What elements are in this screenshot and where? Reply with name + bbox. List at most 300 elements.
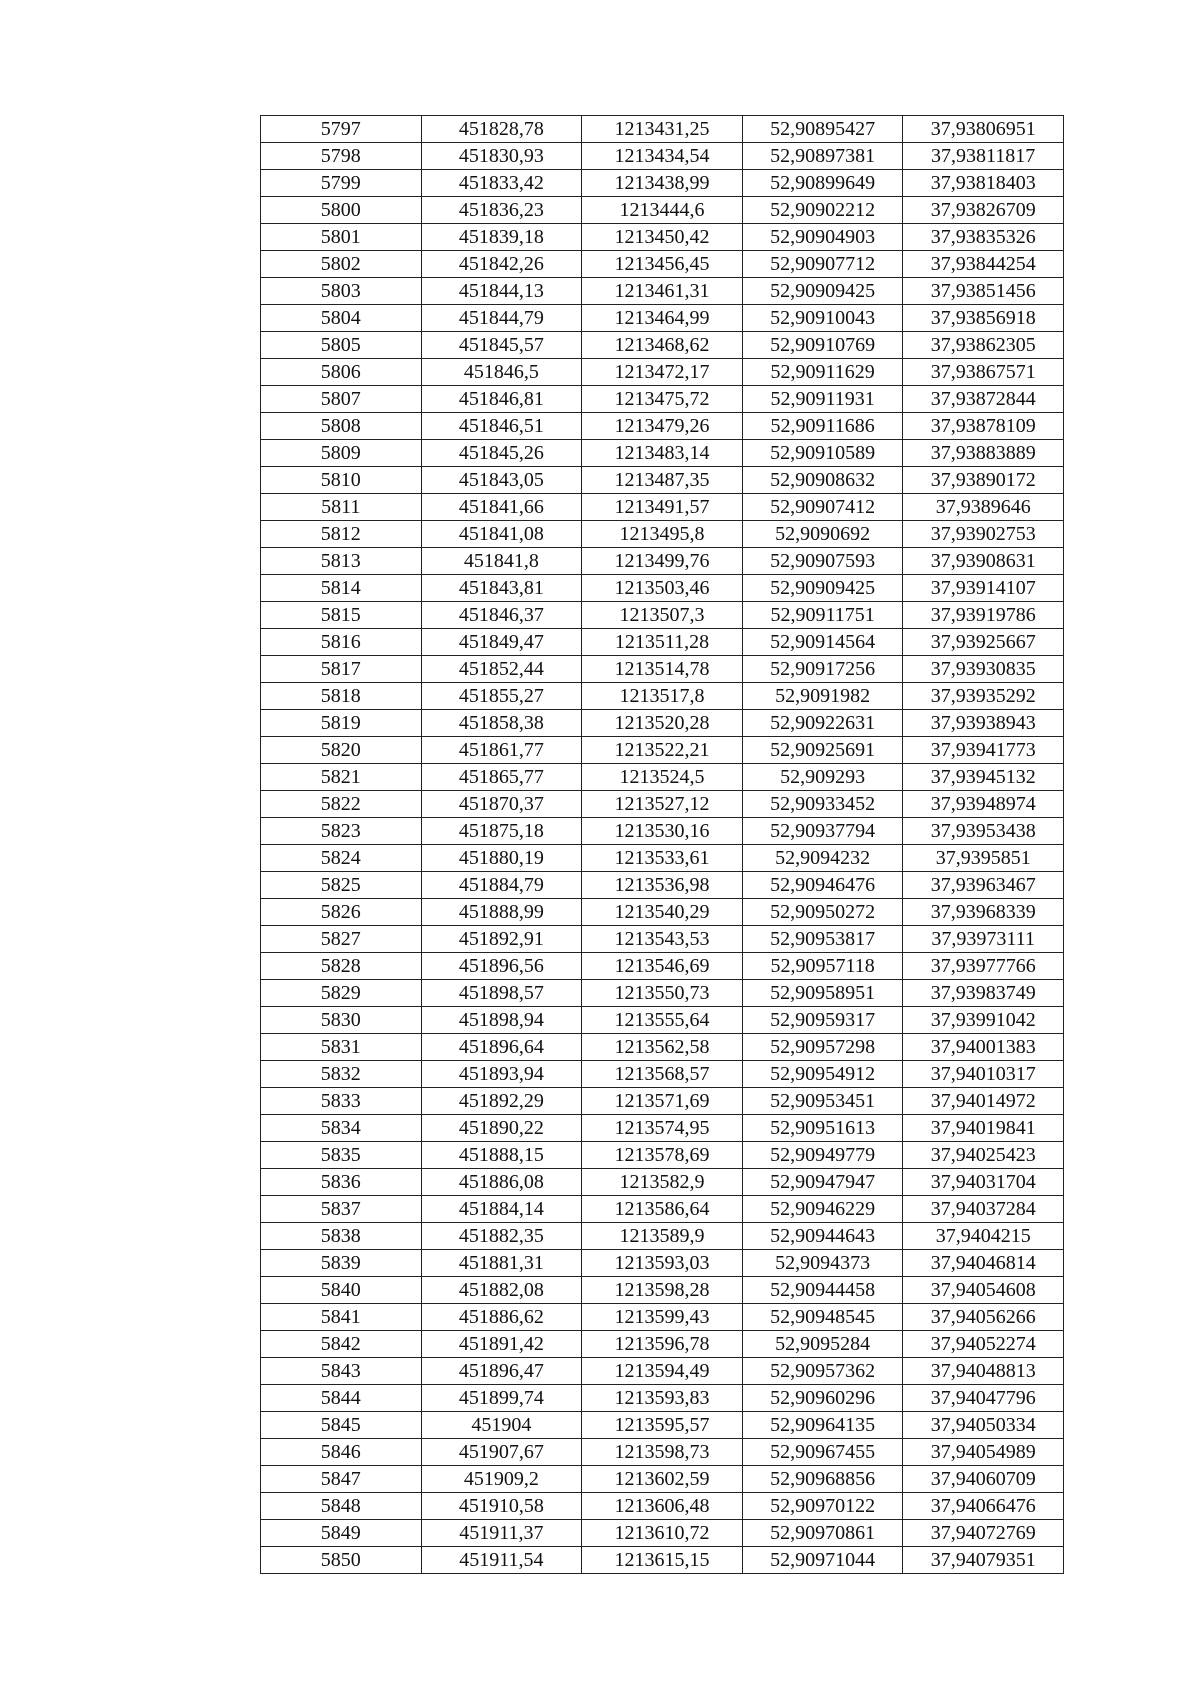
latitude-cell: 52,90909425 — [742, 575, 903, 602]
longitude-cell: 37,93930835 — [903, 656, 1064, 683]
x-coordinate-cell: 451907,67 — [421, 1439, 582, 1466]
x-coordinate-cell: 451828,78 — [421, 116, 582, 143]
longitude-cell: 37,94054989 — [903, 1439, 1064, 1466]
longitude-cell: 37,93811817 — [903, 143, 1064, 170]
x-coordinate-cell: 451858,38 — [421, 710, 582, 737]
longitude-cell: 37,93914107 — [903, 575, 1064, 602]
longitude-cell: 37,94025423 — [903, 1142, 1064, 1169]
y-coordinate-cell: 1213487,35 — [582, 467, 743, 494]
point-number-cell: 5815 — [261, 602, 422, 629]
latitude-cell: 52,90911751 — [742, 602, 903, 629]
longitude-cell: 37,93867571 — [903, 359, 1064, 386]
x-coordinate-cell: 451841,66 — [421, 494, 582, 521]
point-number-cell: 5844 — [261, 1385, 422, 1412]
y-coordinate-cell: 1213461,31 — [582, 278, 743, 305]
table-row — [261, 1385, 1064, 1412]
y-coordinate-cell: 1213434,54 — [582, 143, 743, 170]
table-row — [261, 737, 1064, 764]
y-coordinate-cell: 1213593,83 — [582, 1385, 743, 1412]
point-number-cell: 5841 — [261, 1304, 422, 1331]
y-coordinate-cell: 1213530,16 — [582, 818, 743, 845]
y-coordinate-cell: 1213568,57 — [582, 1061, 743, 1088]
x-coordinate-cell: 451846,81 — [421, 386, 582, 413]
x-coordinate-cell: 451881,31 — [421, 1250, 582, 1277]
latitude-cell: 52,90933452 — [742, 791, 903, 818]
table-row — [261, 440, 1064, 467]
table-row — [261, 386, 1064, 413]
y-coordinate-cell: 1213571,69 — [582, 1088, 743, 1115]
x-coordinate-cell: 451846,37 — [421, 602, 582, 629]
table-row — [261, 1493, 1064, 1520]
longitude-cell: 37,94037284 — [903, 1196, 1064, 1223]
x-coordinate-cell: 451875,18 — [421, 818, 582, 845]
latitude-cell: 52,90944643 — [742, 1223, 903, 1250]
table-row — [261, 1439, 1064, 1466]
longitude-cell: 37,93973111 — [903, 926, 1064, 953]
x-coordinate-cell: 451886,62 — [421, 1304, 582, 1331]
point-number-cell: 5838 — [261, 1223, 422, 1250]
point-number-cell: 5818 — [261, 683, 422, 710]
longitude-cell: 37,93945132 — [903, 764, 1064, 791]
x-coordinate-cell: 451843,05 — [421, 467, 582, 494]
longitude-cell: 37,94072769 — [903, 1520, 1064, 1547]
table-row — [261, 1061, 1064, 1088]
longitude-cell: 37,93991042 — [903, 1007, 1064, 1034]
longitude-cell: 37,94079351 — [903, 1547, 1064, 1574]
x-coordinate-cell: 451846,51 — [421, 413, 582, 440]
latitude-cell: 52,90960296 — [742, 1385, 903, 1412]
y-coordinate-cell: 1213555,64 — [582, 1007, 743, 1034]
point-number-cell: 5823 — [261, 818, 422, 845]
y-coordinate-cell: 1213456,45 — [582, 251, 743, 278]
longitude-cell: 37,93890172 — [903, 467, 1064, 494]
latitude-cell: 52,90964135 — [742, 1412, 903, 1439]
y-coordinate-cell: 1213598,73 — [582, 1439, 743, 1466]
x-coordinate-cell: 451899,74 — [421, 1385, 582, 1412]
table-row — [261, 791, 1064, 818]
longitude-cell: 37,94001383 — [903, 1034, 1064, 1061]
latitude-cell: 52,90958951 — [742, 980, 903, 1007]
x-coordinate-cell: 451841,8 — [421, 548, 582, 575]
point-number-cell: 5826 — [261, 899, 422, 926]
y-coordinate-cell: 1213522,21 — [582, 737, 743, 764]
point-number-cell: 5806 — [261, 359, 422, 386]
latitude-cell: 52,9091982 — [742, 683, 903, 710]
y-coordinate-cell: 1213546,69 — [582, 953, 743, 980]
x-coordinate-cell: 451865,77 — [421, 764, 582, 791]
longitude-cell: 37,94046814 — [903, 1250, 1064, 1277]
longitude-cell: 37,93818403 — [903, 170, 1064, 197]
x-coordinate-cell: 451852,44 — [421, 656, 582, 683]
latitude-cell: 52,9095284 — [742, 1331, 903, 1358]
longitude-cell: 37,93902753 — [903, 521, 1064, 548]
latitude-cell: 52,90968856 — [742, 1466, 903, 1493]
latitude-cell: 52,90948545 — [742, 1304, 903, 1331]
x-coordinate-cell: 451904 — [421, 1412, 582, 1439]
x-coordinate-cell: 451882,08 — [421, 1277, 582, 1304]
y-coordinate-cell: 1213536,98 — [582, 872, 743, 899]
point-number-cell: 5833 — [261, 1088, 422, 1115]
point-number-cell: 5822 — [261, 791, 422, 818]
table-row — [261, 494, 1064, 521]
x-coordinate-cell: 451839,18 — [421, 224, 582, 251]
longitude-cell: 37,93938943 — [903, 710, 1064, 737]
table-row — [261, 1358, 1064, 1385]
point-number-cell: 5829 — [261, 980, 422, 1007]
y-coordinate-cell: 1213475,72 — [582, 386, 743, 413]
longitude-cell: 37,9404215 — [903, 1223, 1064, 1250]
point-number-cell: 5845 — [261, 1412, 422, 1439]
x-coordinate-cell: 451880,19 — [421, 845, 582, 872]
table-row — [261, 980, 1064, 1007]
longitude-cell: 37,94014972 — [903, 1088, 1064, 1115]
y-coordinate-cell: 1213610,72 — [582, 1520, 743, 1547]
latitude-cell: 52,90911931 — [742, 386, 903, 413]
point-number-cell: 5808 — [261, 413, 422, 440]
y-coordinate-cell: 1213438,99 — [582, 170, 743, 197]
table-row — [261, 953, 1064, 980]
y-coordinate-cell: 1213524,5 — [582, 764, 743, 791]
point-number-cell: 5828 — [261, 953, 422, 980]
x-coordinate-cell: 451890,22 — [421, 1115, 582, 1142]
latitude-cell: 52,90953817 — [742, 926, 903, 953]
longitude-cell: 37,93908631 — [903, 548, 1064, 575]
table-row — [261, 116, 1064, 143]
point-number-cell: 5825 — [261, 872, 422, 899]
x-coordinate-cell: 451910,58 — [421, 1493, 582, 1520]
table-row — [261, 1520, 1064, 1547]
x-coordinate-cell: 451844,79 — [421, 305, 582, 332]
table-row — [261, 1250, 1064, 1277]
point-number-cell: 5804 — [261, 305, 422, 332]
table-row — [261, 1196, 1064, 1223]
longitude-cell: 37,94010317 — [903, 1061, 1064, 1088]
point-number-cell: 5807 — [261, 386, 422, 413]
x-coordinate-cell: 451882,35 — [421, 1223, 582, 1250]
x-coordinate-cell: 451911,54 — [421, 1547, 582, 1574]
point-number-cell: 5836 — [261, 1169, 422, 1196]
x-coordinate-cell: 451911,37 — [421, 1520, 582, 1547]
y-coordinate-cell: 1213499,76 — [582, 548, 743, 575]
point-number-cell: 5821 — [261, 764, 422, 791]
y-coordinate-cell: 1213479,26 — [582, 413, 743, 440]
longitude-cell: 37,93968339 — [903, 899, 1064, 926]
latitude-cell: 52,90970861 — [742, 1520, 903, 1547]
table-row — [261, 1142, 1064, 1169]
latitude-cell: 52,90904903 — [742, 224, 903, 251]
longitude-cell: 37,94054608 — [903, 1277, 1064, 1304]
x-coordinate-cell: 451833,42 — [421, 170, 582, 197]
y-coordinate-cell: 1213602,59 — [582, 1466, 743, 1493]
latitude-cell: 52,90907412 — [742, 494, 903, 521]
table-row — [261, 224, 1064, 251]
latitude-cell: 52,90970122 — [742, 1493, 903, 1520]
point-number-cell: 5810 — [261, 467, 422, 494]
x-coordinate-cell: 451896,56 — [421, 953, 582, 980]
x-coordinate-cell: 451843,81 — [421, 575, 582, 602]
latitude-cell: 52,9094373 — [742, 1250, 903, 1277]
point-number-cell: 5797 — [261, 116, 422, 143]
table-row — [261, 251, 1064, 278]
y-coordinate-cell: 1213495,8 — [582, 521, 743, 548]
y-coordinate-cell: 1213586,64 — [582, 1196, 743, 1223]
x-coordinate-cell: 451896,64 — [421, 1034, 582, 1061]
latitude-cell: 52,90910589 — [742, 440, 903, 467]
table-row — [261, 764, 1064, 791]
y-coordinate-cell: 1213464,99 — [582, 305, 743, 332]
x-coordinate-cell: 451892,29 — [421, 1088, 582, 1115]
point-number-cell: 5801 — [261, 224, 422, 251]
point-number-cell: 5805 — [261, 332, 422, 359]
point-number-cell: 5809 — [261, 440, 422, 467]
longitude-cell: 37,94047796 — [903, 1385, 1064, 1412]
y-coordinate-cell: 1213444,6 — [582, 197, 743, 224]
table-row — [261, 278, 1064, 305]
latitude-cell: 52,90895427 — [742, 116, 903, 143]
latitude-cell: 52,90902212 — [742, 197, 903, 224]
x-coordinate-cell: 451884,79 — [421, 872, 582, 899]
latitude-cell: 52,90911629 — [742, 359, 903, 386]
y-coordinate-cell: 1213562,58 — [582, 1034, 743, 1061]
table-row — [261, 1034, 1064, 1061]
latitude-cell: 52,90946476 — [742, 872, 903, 899]
latitude-cell: 52,90910769 — [742, 332, 903, 359]
latitude-cell: 52,9090692 — [742, 521, 903, 548]
y-coordinate-cell: 1213514,78 — [582, 656, 743, 683]
longitude-cell: 37,94060709 — [903, 1466, 1064, 1493]
x-coordinate-cell: 451884,14 — [421, 1196, 582, 1223]
longitude-cell: 37,93953438 — [903, 818, 1064, 845]
latitude-cell: 52,90946229 — [742, 1196, 903, 1223]
longitude-cell: 37,93925667 — [903, 629, 1064, 656]
y-coordinate-cell: 1213540,29 — [582, 899, 743, 926]
latitude-cell: 52,90949779 — [742, 1142, 903, 1169]
longitude-cell: 37,9395851 — [903, 845, 1064, 872]
y-coordinate-cell: 1213593,03 — [582, 1250, 743, 1277]
latitude-cell: 52,909293 — [742, 764, 903, 791]
table-row — [261, 899, 1064, 926]
latitude-cell: 52,90910043 — [742, 305, 903, 332]
longitude-cell: 37,93826709 — [903, 197, 1064, 224]
latitude-cell: 52,90947947 — [742, 1169, 903, 1196]
latitude-cell: 52,90897381 — [742, 143, 903, 170]
y-coordinate-cell: 1213483,14 — [582, 440, 743, 467]
table-row — [261, 1547, 1064, 1574]
longitude-cell: 37,93806951 — [903, 116, 1064, 143]
table-row — [261, 467, 1064, 494]
table-row — [261, 359, 1064, 386]
table-row — [261, 575, 1064, 602]
table-row — [261, 332, 1064, 359]
longitude-cell: 37,93883889 — [903, 440, 1064, 467]
longitude-cell: 37,94048813 — [903, 1358, 1064, 1385]
y-coordinate-cell: 1213520,28 — [582, 710, 743, 737]
table-row — [261, 1115, 1064, 1142]
point-number-cell: 5814 — [261, 575, 422, 602]
point-number-cell: 5816 — [261, 629, 422, 656]
latitude-cell: 52,90917256 — [742, 656, 903, 683]
table-row — [261, 413, 1064, 440]
point-number-cell: 5800 — [261, 197, 422, 224]
point-number-cell: 5840 — [261, 1277, 422, 1304]
latitude-cell: 52,90950272 — [742, 899, 903, 926]
point-number-cell: 5813 — [261, 548, 422, 575]
table-row — [261, 1466, 1064, 1493]
y-coordinate-cell: 1213550,73 — [582, 980, 743, 1007]
table-row — [261, 1412, 1064, 1439]
x-coordinate-cell: 451845,57 — [421, 332, 582, 359]
x-coordinate-cell: 451842,26 — [421, 251, 582, 278]
point-number-cell: 5848 — [261, 1493, 422, 1520]
y-coordinate-cell: 1213491,57 — [582, 494, 743, 521]
x-coordinate-cell: 451892,91 — [421, 926, 582, 953]
longitude-cell: 37,93862305 — [903, 332, 1064, 359]
table-row — [261, 305, 1064, 332]
latitude-cell: 52,90922631 — [742, 710, 903, 737]
latitude-cell: 52,90911686 — [742, 413, 903, 440]
x-coordinate-cell: 451888,99 — [421, 899, 582, 926]
y-coordinate-cell: 1213596,78 — [582, 1331, 743, 1358]
table-row — [261, 1277, 1064, 1304]
x-coordinate-cell: 451888,15 — [421, 1142, 582, 1169]
x-coordinate-cell: 451870,37 — [421, 791, 582, 818]
y-coordinate-cell: 1213472,17 — [582, 359, 743, 386]
table-row — [261, 872, 1064, 899]
y-coordinate-cell: 1213507,3 — [582, 602, 743, 629]
y-coordinate-cell: 1213503,46 — [582, 575, 743, 602]
x-coordinate-cell: 451861,77 — [421, 737, 582, 764]
longitude-cell: 37,93977766 — [903, 953, 1064, 980]
x-coordinate-cell: 451909,2 — [421, 1466, 582, 1493]
point-number-cell: 5831 — [261, 1034, 422, 1061]
latitude-cell: 52,90907593 — [742, 548, 903, 575]
y-coordinate-cell: 1213589,9 — [582, 1223, 743, 1250]
longitude-cell: 37,94066476 — [903, 1493, 1064, 1520]
table-row — [261, 629, 1064, 656]
longitude-cell: 37,9389646 — [903, 494, 1064, 521]
latitude-cell: 52,90959317 — [742, 1007, 903, 1034]
latitude-cell: 52,90914564 — [742, 629, 903, 656]
table-row — [261, 1304, 1064, 1331]
y-coordinate-cell: 1213533,61 — [582, 845, 743, 872]
point-number-cell: 5824 — [261, 845, 422, 872]
longitude-cell: 37,93983749 — [903, 980, 1064, 1007]
table-row — [261, 710, 1064, 737]
x-coordinate-cell: 451896,47 — [421, 1358, 582, 1385]
table-row — [261, 197, 1064, 224]
point-number-cell: 5832 — [261, 1061, 422, 1088]
longitude-cell: 37,94056266 — [903, 1304, 1064, 1331]
latitude-cell: 52,90957118 — [742, 953, 903, 980]
table-row — [261, 170, 1064, 197]
point-number-cell: 5843 — [261, 1358, 422, 1385]
x-coordinate-cell: 451898,94 — [421, 1007, 582, 1034]
longitude-cell: 37,93851456 — [903, 278, 1064, 305]
latitude-cell: 52,90937794 — [742, 818, 903, 845]
latitude-cell: 52,90925691 — [742, 737, 903, 764]
longitude-cell: 37,93878109 — [903, 413, 1064, 440]
point-number-cell: 5820 — [261, 737, 422, 764]
latitude-cell: 52,90957298 — [742, 1034, 903, 1061]
y-coordinate-cell: 1213543,53 — [582, 926, 743, 953]
table-row — [261, 845, 1064, 872]
table-row — [261, 818, 1064, 845]
table-row — [261, 926, 1064, 953]
x-coordinate-cell: 451898,57 — [421, 980, 582, 1007]
y-coordinate-cell: 1213615,15 — [582, 1547, 743, 1574]
table-row — [261, 143, 1064, 170]
y-coordinate-cell: 1213574,95 — [582, 1115, 743, 1142]
y-coordinate-cell: 1213468,62 — [582, 332, 743, 359]
latitude-cell: 52,90908632 — [742, 467, 903, 494]
longitude-cell: 37,93835326 — [903, 224, 1064, 251]
point-number-cell: 5839 — [261, 1250, 422, 1277]
latitude-cell: 52,90899649 — [742, 170, 903, 197]
y-coordinate-cell: 1213578,69 — [582, 1142, 743, 1169]
table-row — [261, 683, 1064, 710]
y-coordinate-cell: 1213606,48 — [582, 1493, 743, 1520]
y-coordinate-cell: 1213595,57 — [582, 1412, 743, 1439]
x-coordinate-cell: 451836,23 — [421, 197, 582, 224]
longitude-cell: 37,93948974 — [903, 791, 1064, 818]
y-coordinate-cell: 1213517,8 — [582, 683, 743, 710]
longitude-cell: 37,94052274 — [903, 1331, 1064, 1358]
table-row — [261, 656, 1064, 683]
point-number-cell: 5849 — [261, 1520, 422, 1547]
point-number-cell: 5799 — [261, 170, 422, 197]
coordinates-table — [260, 115, 1064, 1574]
point-number-cell: 5811 — [261, 494, 422, 521]
table-row — [261, 521, 1064, 548]
latitude-cell: 52,90953451 — [742, 1088, 903, 1115]
x-coordinate-cell: 451844,13 — [421, 278, 582, 305]
point-number-cell: 5819 — [261, 710, 422, 737]
point-number-cell: 5846 — [261, 1439, 422, 1466]
longitude-cell: 37,94050334 — [903, 1412, 1064, 1439]
longitude-cell: 37,93935292 — [903, 683, 1064, 710]
y-coordinate-cell: 1213599,43 — [582, 1304, 743, 1331]
point-number-cell: 5834 — [261, 1115, 422, 1142]
point-number-cell: 5830 — [261, 1007, 422, 1034]
point-number-cell: 5812 — [261, 521, 422, 548]
longitude-cell: 37,93844254 — [903, 251, 1064, 278]
latitude-cell: 52,9094232 — [742, 845, 903, 872]
longitude-cell: 37,93963467 — [903, 872, 1064, 899]
point-number-cell: 5798 — [261, 143, 422, 170]
x-coordinate-cell: 451891,42 — [421, 1331, 582, 1358]
latitude-cell: 52,90954912 — [742, 1061, 903, 1088]
longitude-cell: 37,94019841 — [903, 1115, 1064, 1142]
table-row — [261, 1169, 1064, 1196]
latitude-cell: 52,90907712 — [742, 251, 903, 278]
y-coordinate-cell: 1213598,28 — [582, 1277, 743, 1304]
x-coordinate-cell: 451855,27 — [421, 683, 582, 710]
longitude-cell: 37,93872844 — [903, 386, 1064, 413]
y-coordinate-cell: 1213511,28 — [582, 629, 743, 656]
longitude-cell: 37,94031704 — [903, 1169, 1064, 1196]
latitude-cell: 52,90967455 — [742, 1439, 903, 1466]
longitude-cell: 37,93856918 — [903, 305, 1064, 332]
x-coordinate-cell: 451849,47 — [421, 629, 582, 656]
point-number-cell: 5842 — [261, 1331, 422, 1358]
latitude-cell: 52,90944458 — [742, 1277, 903, 1304]
table-row — [261, 602, 1064, 629]
point-number-cell: 5827 — [261, 926, 422, 953]
y-coordinate-cell: 1213450,42 — [582, 224, 743, 251]
x-coordinate-cell: 451841,08 — [421, 521, 582, 548]
y-coordinate-cell: 1213594,49 — [582, 1358, 743, 1385]
point-number-cell: 5802 — [261, 251, 422, 278]
